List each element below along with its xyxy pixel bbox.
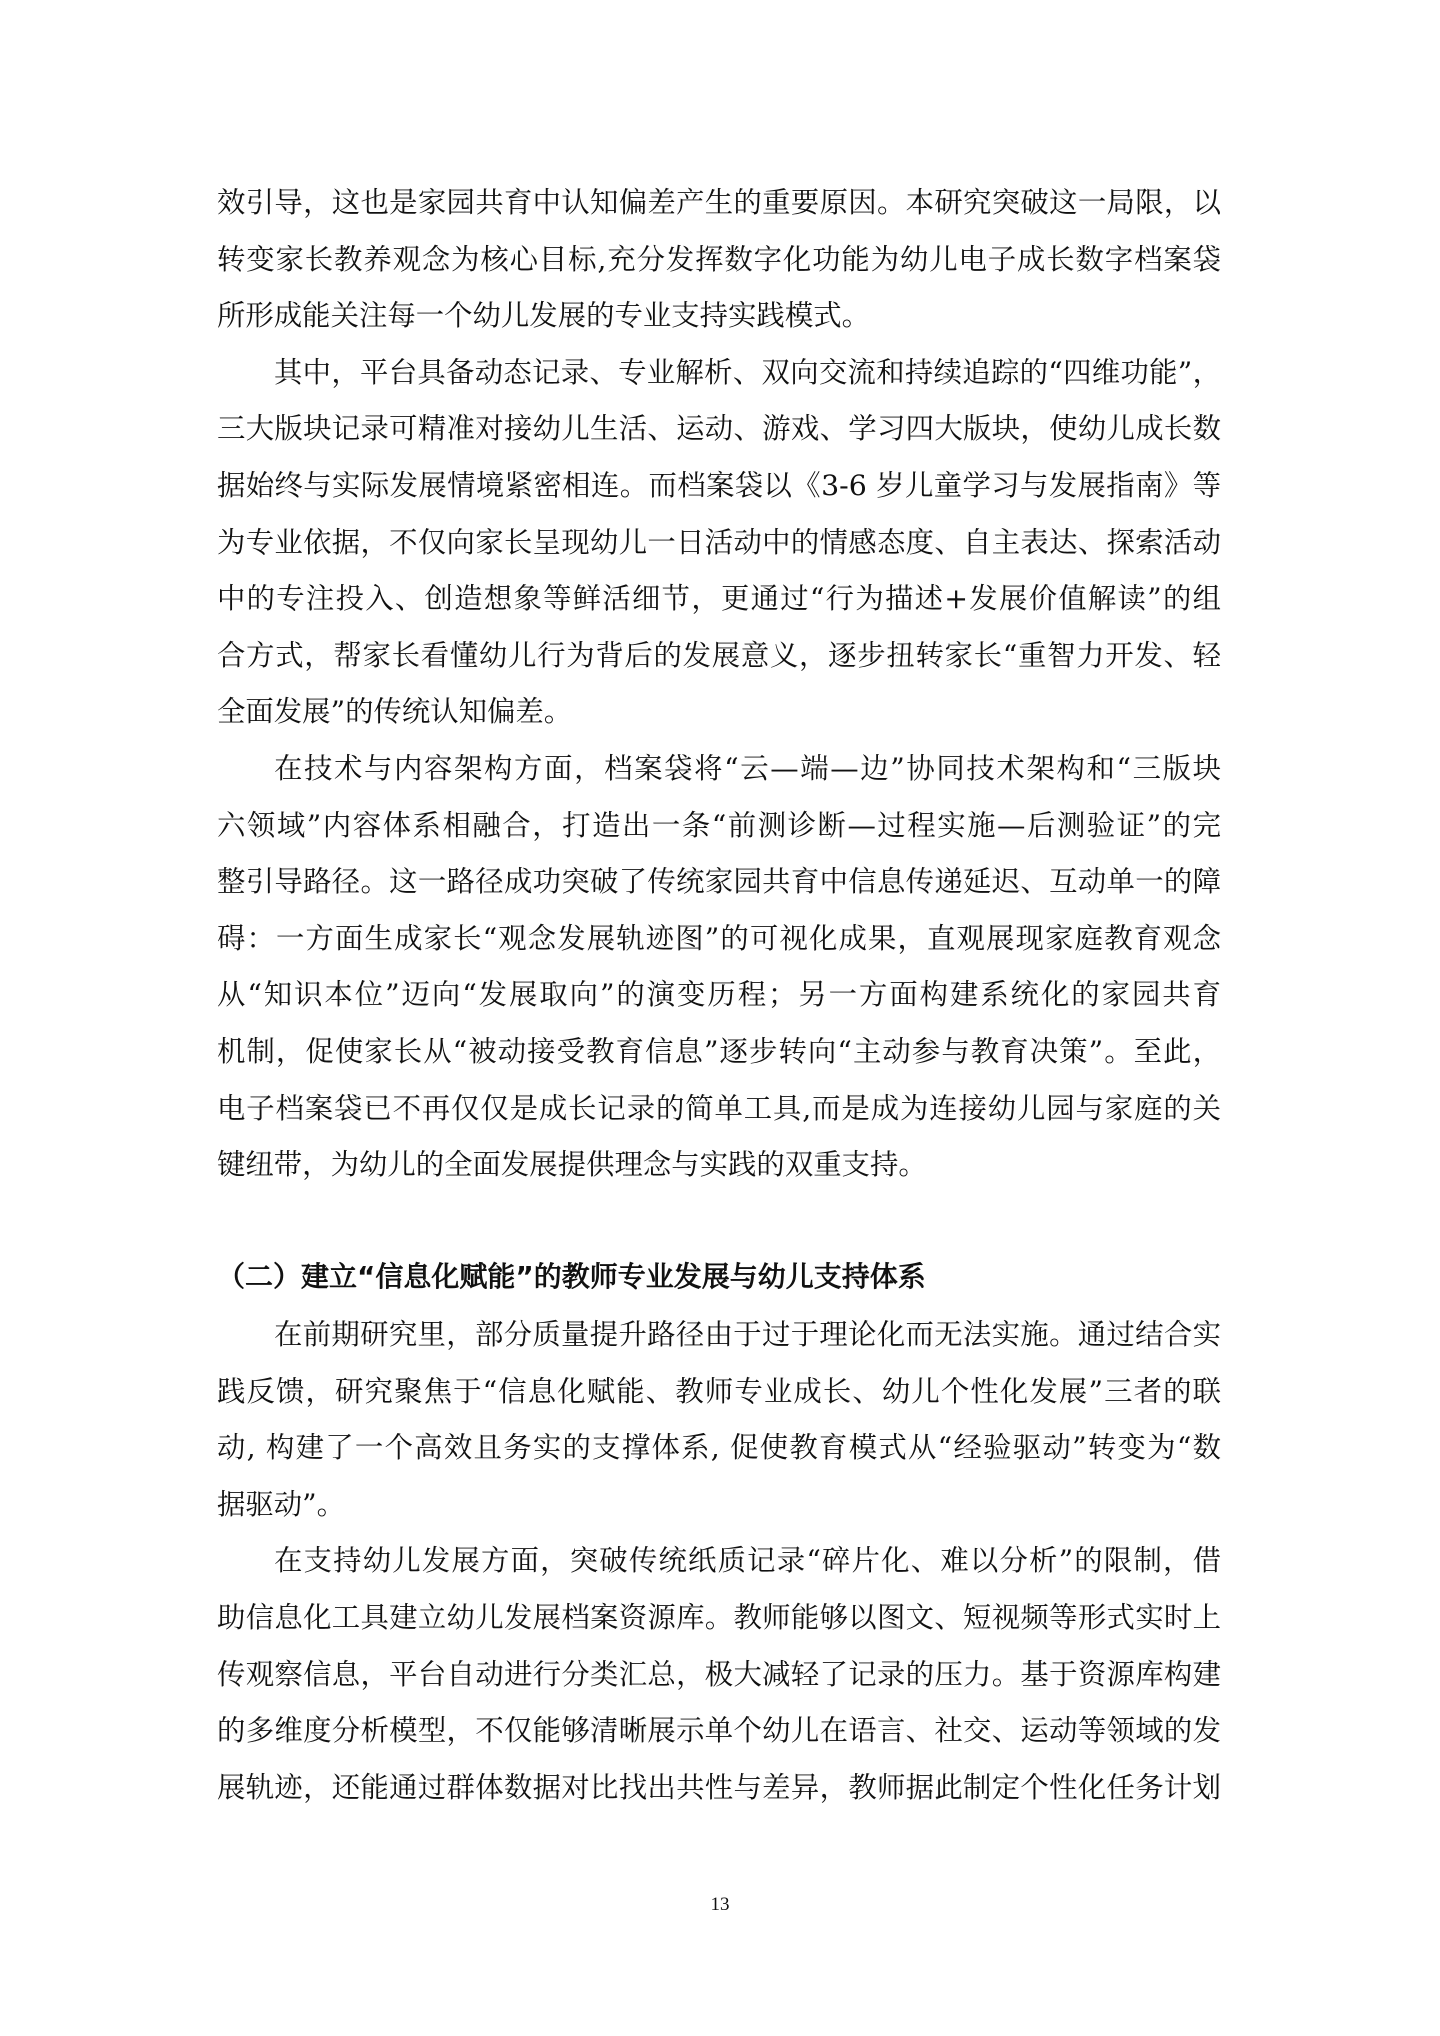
text-line: 在支持幼儿发展方面，突破传统纸质记录“碎片化、难以分析”的限制，借 <box>274 1544 1221 1578</box>
paragraph-p5 <box>217 1533 1221 1816</box>
text-line: 据始终与实际发展情境紧密相连。而档案袋以《3-6 岁儿童学习与发展指南》等 <box>217 468 1221 502</box>
text-line: 整引导路径。这一路径成功突破了传统家园共育中信息传递延迟、互动单一的障 <box>217 865 1221 899</box>
section-heading: （二）建立“信息化赋能”的教师专业发展与幼儿支持体系 <box>217 1260 926 1293</box>
text-line: 全面发展”的传统认知偏差。 <box>217 695 573 729</box>
text-line: 为专业依据，不仅向家长呈现幼儿一日活动中的情感态度、自主表达、探索活动 <box>217 525 1221 559</box>
text-line: 践反馈，研究聚焦于“信息化赋能、教师专业成长、幼儿个性化发展”三者的联 <box>217 1374 1221 1408</box>
paragraph-p3 <box>217 741 1221 1194</box>
page-number: 13 <box>710 1894 730 1915</box>
text-line: 其中，平台具备动态记录、专业解析、双向交流和持续追踪的“四维功能”， <box>274 355 1221 389</box>
paragraph-p4 <box>217 1307 1221 1533</box>
paragraph-p2 <box>217 345 1221 741</box>
text-line: 碍：一方面生成家长“观念发展轨迹图”的可视化成果，直观展现家庭教育观念 <box>217 921 1221 955</box>
text-line: 机制，促使家长从“被动接受教育信息”逐步转向“主动参与教育决策”。至此， <box>217 1034 1221 1068</box>
text-line: 中的专注投入、创造想象等鲜活细节，更通过“行为描述+发展价值解读”的组 <box>217 582 1221 616</box>
text-line: 所形成能关注每一个幼儿发展的专业支持实践模式。 <box>217 299 870 333</box>
text-line: 效引导，这也是家园共育中认知偏差产生的重要原因。本研究突破这一局限，以 <box>217 186 1221 219</box>
text-line: 据驱动”。 <box>217 1487 346 1521</box>
text-line: 键纽带，为幼儿的全面发展提供理念与实践的双重支持。 <box>217 1148 927 1182</box>
text-line: 在前期研究里，部分质量提升路径由于过于理论化而无法实施。通过结合实 <box>274 1318 1221 1351</box>
text-line: 展轨迹，还能通过群体数据对比找出共性与差异，教师据此制定个性化任务计划 <box>217 1770 1221 1804</box>
text-line: 动, 构建了一个高效且务实的支撑体系, 促使教育模式从“经验驱动”转变为“数 <box>217 1431 1221 1465</box>
section-two-body <box>217 1307 1221 1816</box>
text-line: 的多维度分析模型，不仅能够清晰展示单个幼儿在语言、社交、运动等领域的发 <box>217 1714 1221 1748</box>
text-line: 转变家长教养观念为核心目标,充分发挥数字化功能为幼儿电子成长数字档案袋 <box>217 242 1221 276</box>
text-line: 三大版块记录可精准对接幼儿生活、运动、游戏、学习四大版块，使幼儿成长数 <box>217 412 1221 446</box>
section-one-body <box>217 175 1221 1194</box>
paragraph-p1 <box>217 175 1221 345</box>
text-line: 合方式，帮家长看懂幼儿行为背后的发展意义，逐步扭转家长“重智力开发、轻 <box>217 638 1221 672</box>
text-line: 电子档案袋已不再仅仅是成长记录的简单工具,而是成为连接幼儿园与家庭的关 <box>217 1091 1221 1125</box>
text-line: 从“知识本位”迈向“发展取向”的演变历程；另一方面构建系统化的家园共育 <box>217 978 1221 1012</box>
text-line: 在技术与内容架构方面，档案袋将“云—端—边”协同技术架构和“三版块 <box>274 751 1221 785</box>
text-line: 传观察信息，平台自动进行分类汇总，极大减轻了记录的压力。基于资源库构建 <box>217 1657 1221 1691</box>
text-line: 六领域”内容体系相融合，打造出一条“前测诊断—过程实施—后测验证”的完 <box>217 808 1221 842</box>
text-line: 助信息化工具建立幼儿发展档案资源库。教师能够以图文、短视频等形式实时上 <box>217 1600 1221 1634</box>
